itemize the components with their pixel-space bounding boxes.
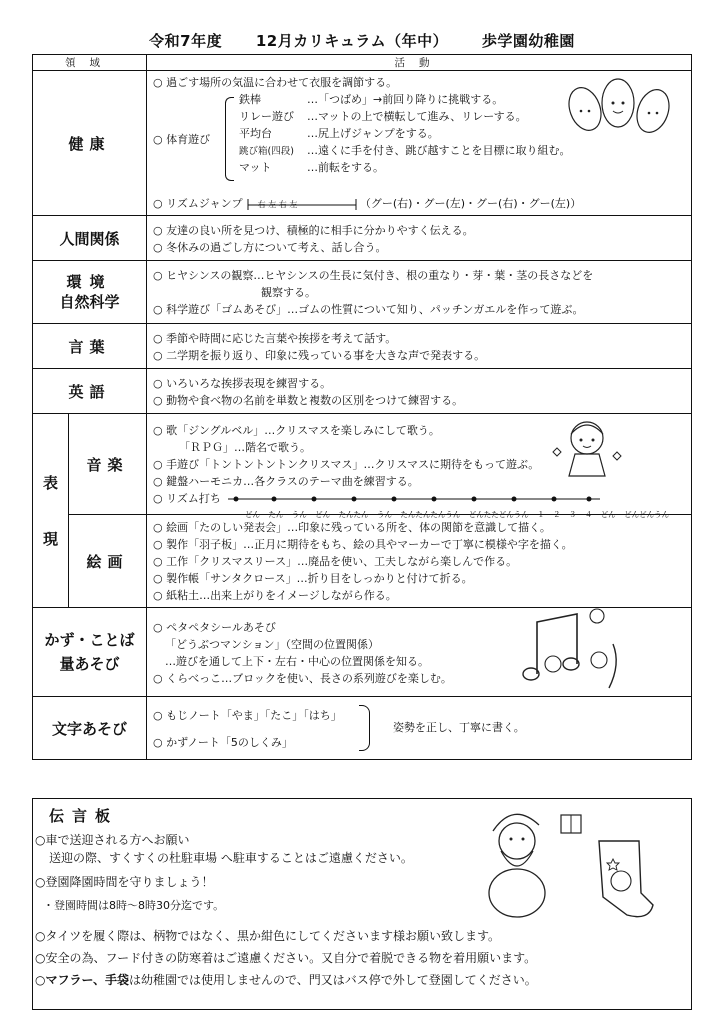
domain-english: 英語 xyxy=(33,369,147,414)
list-item: ○ 手遊び「トントントントンクリスマス」…クリスマスに期待をもって遊ぶ。 xyxy=(153,456,685,473)
page-title xyxy=(0,30,724,51)
row-health xyxy=(33,71,692,216)
list-item: ○ 二学期を振り返り、印象に残っている事を大きな声で発表する。 xyxy=(153,347,685,364)
activity-letters xyxy=(147,697,692,760)
list-item: ○ 科学遊び「ゴムあそび」…ゴムの性質について知り、パッチンガエルを作って遊ぶ。 xyxy=(153,301,685,318)
activity-health xyxy=(147,71,692,216)
list-item: ○ ペタペタシールあそび xyxy=(153,619,685,636)
activity-math xyxy=(147,608,692,697)
activity-language xyxy=(147,324,692,369)
rhythm-words: どん たん うん どん たんたん うん たんたんたんうん どんたたどんうん １ ２ ３ ４ どん どんどんうん xyxy=(245,510,670,519)
list-item: ○ 友達の良い所を見つけ、積極的に相手に分かりやすく伝える。 xyxy=(153,222,685,239)
list-item: ○ 絵画「たのしい発表会」…印象に残っている所を、体の関節を意識して描く。 xyxy=(153,519,685,536)
domain-expression: 表 現 xyxy=(33,414,69,608)
list-item-sub: 「どうぶつマンション」（空間の位置関係） xyxy=(165,637,380,651)
list-item: ○ いろいろな挨拶表現を練習する。 xyxy=(153,375,685,392)
girl-illustration xyxy=(547,416,627,486)
activity-human xyxy=(147,216,692,261)
domain-drawing: 絵画 xyxy=(69,515,147,608)
message-line: ・登園時間は8時～8時30分迄です。 xyxy=(43,899,225,912)
title-school: 歩学園幼稚園 xyxy=(481,32,575,50)
animals-illustration xyxy=(517,604,627,692)
list-item: ○ 歌「ジングルベル」…クリスマスを楽しみにして歌う。 xyxy=(153,422,685,439)
list-item-sub: …遊びを通して上下・左右・中心の位置関係を知る。 xyxy=(165,654,429,668)
health-clothing: ○ 過ごす場所の気温に合わせて衣服を調節する。 xyxy=(153,74,685,91)
list-item: 平均台 …尻上げジャンプをする。 xyxy=(239,127,439,140)
santa-illustration xyxy=(463,801,663,927)
list-item: 鉄棒 …「つばめ」→前回り降りに挑戦する。 xyxy=(239,93,504,106)
pe-label: 体育遊び xyxy=(166,133,211,146)
row-drawing xyxy=(33,515,692,608)
activity-music xyxy=(147,414,692,519)
activity-english xyxy=(147,369,692,414)
message-board xyxy=(32,798,692,1010)
list-item: ○ かずノート「5のしくみ」 xyxy=(153,734,685,751)
list-item: ○ 製作帳「サンタクロース」…折り目をしっかりと付けて折る。 xyxy=(153,570,685,587)
list-item: ○ 紙粘土…出来上がりをイメージしながら作る。 xyxy=(153,587,685,604)
list-item: リレー遊び …マットの上で横転して進み、リレーする。 xyxy=(239,110,527,123)
message-line: ○ マフラー、手袋は幼稚園では使用しませんので、門又はバス停で外して登園してください。 xyxy=(35,971,537,988)
list-item: マット …前転をする。 xyxy=(239,161,384,174)
domain-env: 環境 自然科学 xyxy=(33,261,147,324)
rhythm-label: リズム打ち xyxy=(166,491,221,505)
list-item: ○ 冬休みの過ごし方について考え、話し合う。 xyxy=(153,239,685,256)
rhythm-jump-label: リズムジャンプ xyxy=(166,197,243,210)
title-year: 令和7年度 xyxy=(149,32,223,50)
row-math xyxy=(33,608,692,697)
letters-note: 姿勢を正し、丁寧に書く。 xyxy=(393,721,525,734)
table-header xyxy=(33,55,692,71)
list-item: ○ 動物や食べ物の名前を単数と複数の区別をつけて練習する。 xyxy=(153,392,685,409)
message-title: 伝言板 xyxy=(49,807,119,825)
letters-bracket xyxy=(359,705,370,751)
list-item: ○ 季節や時間に応じた言葉や挨拶を考えて話す。 xyxy=(153,330,685,347)
row-env xyxy=(33,261,692,324)
pe-brace xyxy=(225,97,234,181)
domain-health: 健康 xyxy=(33,71,147,216)
list-item-cont: 観察する。 xyxy=(261,286,316,299)
rhythm-jump-line: ○ リズムジャンプ 右 左 右 左 （グー(右)・グー(左)・グー(右)・グー(左)） xyxy=(153,197,582,210)
list-item: ○ 製作「羽子板」…正月に期待をもち、絵の具やマーカーで丁寧に模様や字を描く。 xyxy=(153,536,685,553)
leaf-illustration xyxy=(563,73,673,143)
pe-block: ○ 体育遊び 鉄棒 …「つばめ」→前回り降りに挑戦する。 リレー遊び …マットの上で横転して進み、リレーする。 平均台 …尻上げジャンプをする。 跳び箱(四段) …遠くに手を付き、跳び越すことを目標に取り組む。 マット …前転をする。 xyxy=(153,91,685,195)
row-letters xyxy=(33,697,692,760)
rhythm-score xyxy=(224,494,604,504)
list-item: ○ 工作「クリスマスリース」…廃品を使い、工夫しながら楽しんで作る。 xyxy=(153,553,685,570)
list-item: ○ ヒヤシンスの観察…ヒヤシンスの生長に気付き、根の重なり・芽・葉・茎の長さなどを xyxy=(153,267,685,284)
domain-math: かず・ことば 量あそび xyxy=(33,608,147,697)
title-name: 12月カリキュラム（年中） xyxy=(255,32,449,50)
message-line: ○ 安全の為、フード付きの防寒着はご遠慮ください。又自分で着脱できる物を着用願います。 xyxy=(35,949,536,966)
message-line: 送迎の際、すくすくの杜駐車場 へ駐車することはご遠慮ください。 xyxy=(49,851,413,865)
row-human xyxy=(33,216,692,261)
header-domain: 領域 xyxy=(33,55,147,71)
message-line: ○ タイツを履く際は、柄物ではなく、黒か紺色にしてくださいます様お願い致します。 xyxy=(35,927,500,944)
row-music xyxy=(33,414,692,515)
list-item: ○ もじノート「やま」「たこ」「はち」 xyxy=(153,707,685,724)
list-item: ○ 鍵盤ハーモニカ…各クラスのテーマ曲を練習する。 xyxy=(153,473,685,490)
row-language xyxy=(33,324,692,369)
header-activity: 活動 xyxy=(147,55,692,71)
domain-music: 音楽 xyxy=(69,414,147,515)
domain-letters: 文字あそび xyxy=(33,697,147,760)
list-item: 跳び箱(四段) …遠くに手を付き、跳び越すことを目標に取り組む。 xyxy=(239,144,571,157)
rhythm-jump-text: （グー(右)・グー(左)・グー(右)・グー(左)） xyxy=(359,197,582,210)
row-english xyxy=(33,369,692,414)
message-line: ○ 車で送迎される方へお願い xyxy=(35,831,190,848)
rhythm-line: ○ リズム打ち どん たん うん どん たんたん うん たんたんたんうん どんたたどんうん １ ２ ３ ４ どん どんどんうん xyxy=(153,490,685,508)
domain-language: 言葉 xyxy=(33,324,147,369)
activity-env xyxy=(147,261,692,324)
domain-human: 人間関係 xyxy=(33,216,147,261)
activity-drawing xyxy=(147,515,692,608)
list-item-sub: 「ＲＰＧ」…階名で歌う。 xyxy=(179,440,311,454)
message-line: ○ 登園降園時間を守りましょう！ xyxy=(35,873,214,890)
list-item: ○ くらべっこ…ブロックを使い、長さの系列遊びを楽しむ。 xyxy=(153,670,685,687)
pe-items xyxy=(239,91,571,176)
curriculum-table xyxy=(32,54,692,760)
